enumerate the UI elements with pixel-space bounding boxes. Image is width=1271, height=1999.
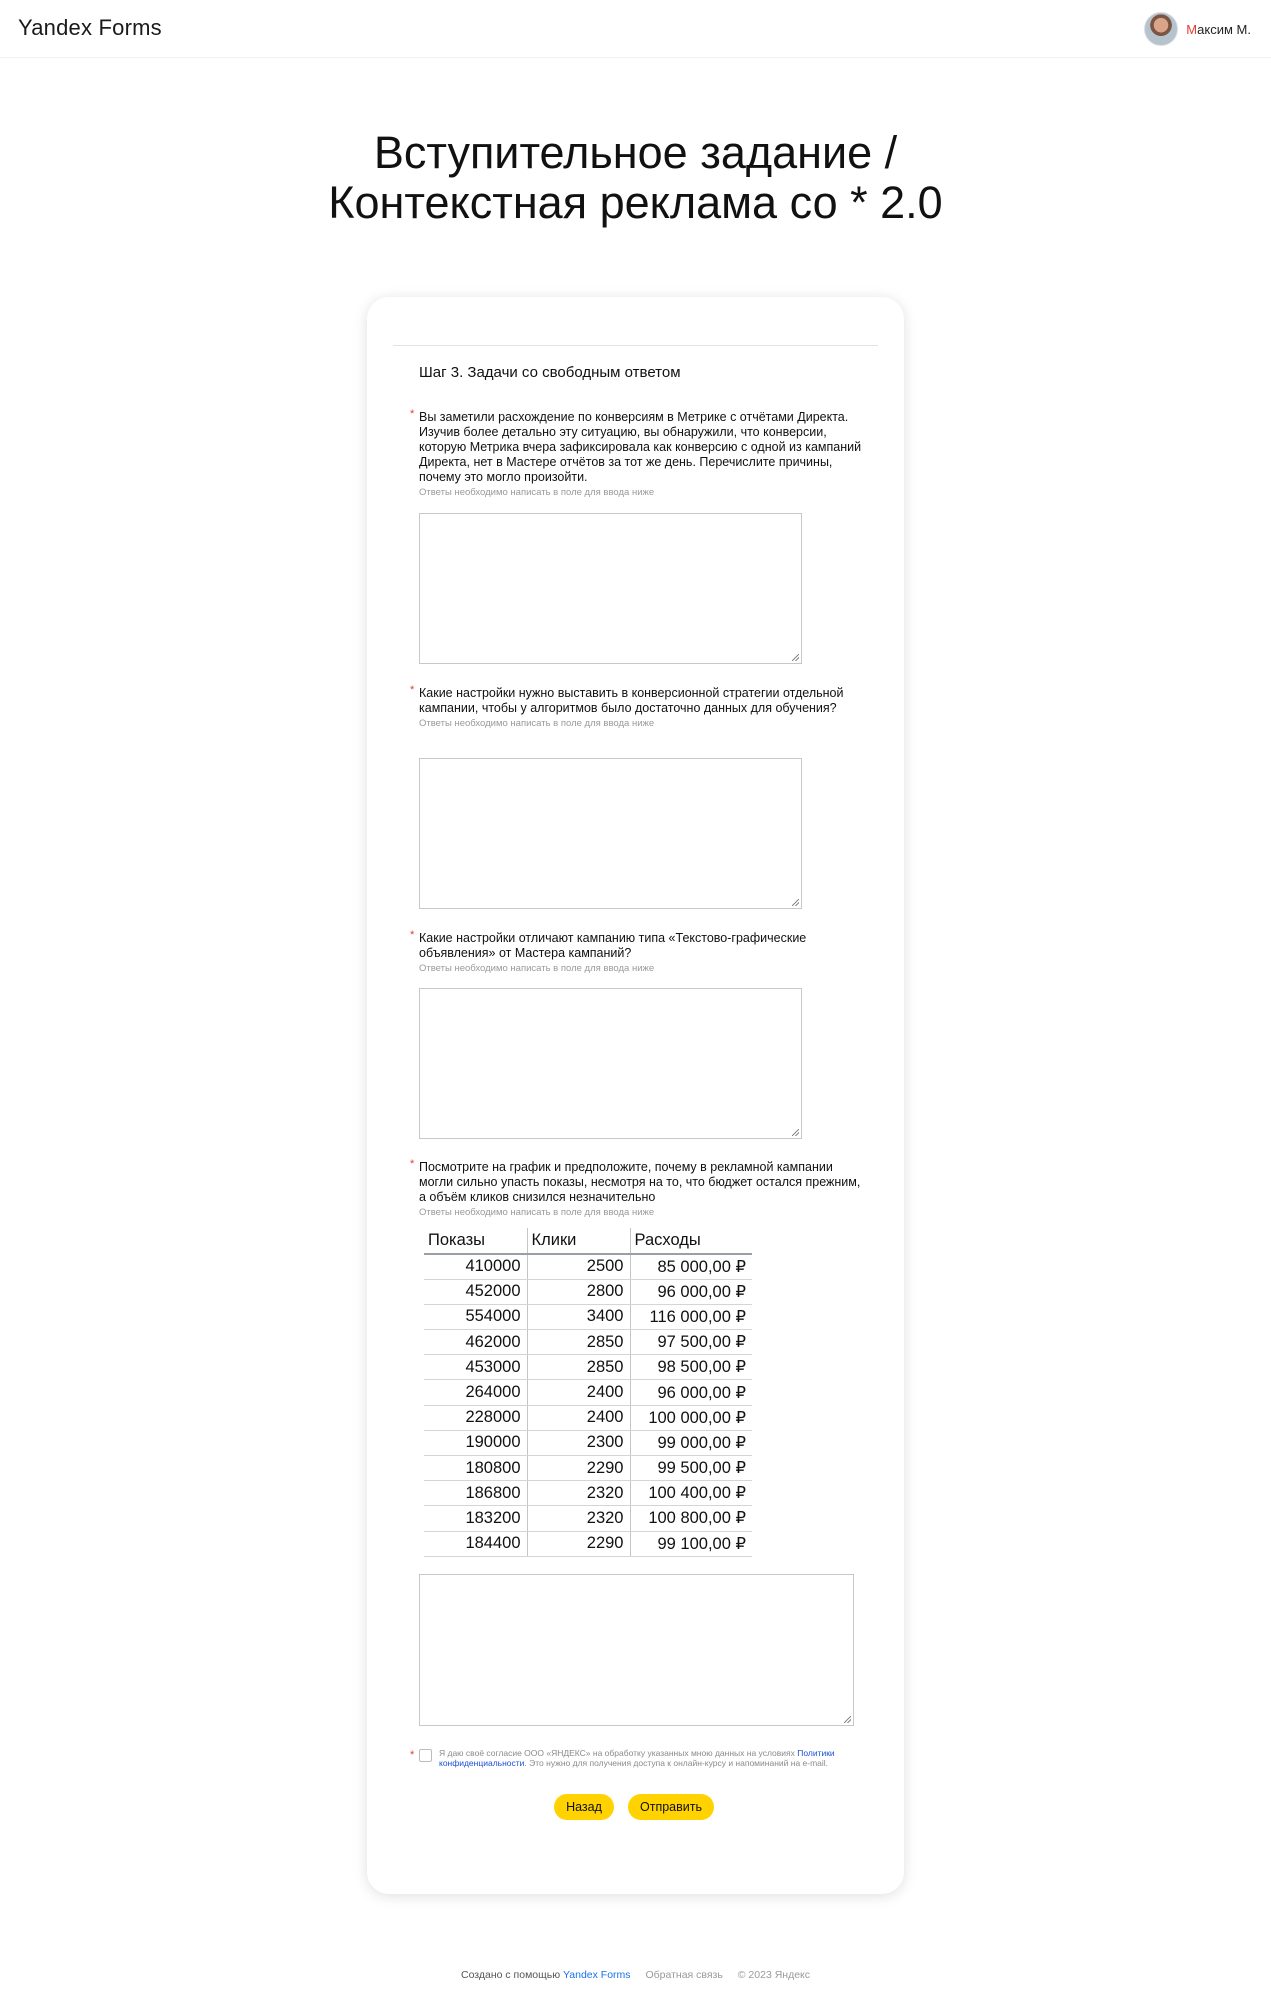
table-cell: 190000 [424, 1430, 527, 1455]
step-title: Шаг 3. Задачи со свободным ответом [419, 364, 681, 381]
copyright: © 2023 Яндекс [737, 1969, 811, 1981]
table-cell: 99 100,00 ₽ [630, 1531, 752, 1556]
answer-textarea-2[interactable] [419, 758, 802, 909]
table-cell: 2850 [527, 1330, 630, 1355]
consent-text: Я даю своё согласие ООО «ЯНДЕКС» на обработку указанных мною данных на условиях Политики конфиденциальности. Это нужно для получения доступа к онлайн-курсу и напоминаний на e-mail. [439, 1748, 835, 1768]
table-cell: 2800 [527, 1279, 630, 1304]
answer-textarea-4[interactable] [419, 1574, 854, 1726]
table-row [424, 1456, 752, 1481]
table-cell: 2400 [527, 1380, 630, 1405]
table-cell: 100 800,00 ₽ [630, 1506, 752, 1531]
table-cell: 2300 [527, 1430, 630, 1455]
data-table [424, 1228, 752, 1557]
table-cell: 116 000,00 ₽ [630, 1304, 752, 1329]
table-cell: 410000 [424, 1254, 527, 1279]
table-cell: 99 500,00 ₽ [630, 1456, 752, 1481]
required-mark: * [410, 1749, 415, 1761]
required-mark: * [410, 1158, 415, 1170]
footer-brand-link[interactable]: Yandex Forms [563, 1969, 631, 1981]
table-cell: 554000 [424, 1304, 527, 1329]
resize-handle-icon[interactable] [844, 1716, 851, 1723]
consent-checkbox[interactable] [419, 1749, 432, 1762]
page-title: Вступительное задание / Контекстная реклама со * 2.0 [328, 127, 943, 228]
table-cell: 264000 [424, 1380, 527, 1405]
table-cell: 96 000,00 ₽ [630, 1279, 752, 1304]
table-cell: 2320 [527, 1506, 630, 1531]
question-hint: Ответы необходимо написать в поле для ввода ниже [419, 963, 655, 974]
privacy-policy-link[interactable]: Политики конфиденциальности [439, 1748, 835, 1768]
table-cell: 184400 [424, 1531, 527, 1556]
required-mark: * [410, 408, 415, 420]
question-hint: Ответы необходимо написать в поле для ввода ниже [419, 718, 655, 729]
question-2 [410, 684, 864, 729]
question-hint: Ответы необходимо написать в поле для ввода ниже [419, 1207, 655, 1218]
table-row [424, 1405, 752, 1430]
user-menu[interactable] [1144, 12, 1251, 46]
table-row [424, 1481, 752, 1506]
table-row [424, 1279, 752, 1304]
table-cell: 100 400,00 ₽ [630, 1481, 752, 1506]
top-header [0, 0, 1271, 58]
app-logo[interactable]: Yandex Forms [18, 15, 162, 40]
table-cell: 186800 [424, 1481, 527, 1506]
table-row [424, 1531, 752, 1556]
question-text: Какие настройки нужно выставить в конверсионной стратегии отдельной кампании, чтобы у алгоритмов было достаточно данных для обучения? [419, 686, 844, 715]
resize-handle-icon[interactable] [792, 1129, 799, 1136]
table-cell: 99 000,00 ₽ [630, 1430, 752, 1455]
table-cell: 2850 [527, 1355, 630, 1380]
answer-textarea-3[interactable] [419, 988, 802, 1139]
table-row [424, 1430, 752, 1455]
question-text: Вы заметили расхождение по конверсиям в Метрике с отчётами Директа. Изучив более детально эту ситуацию, вы обнаружили, что конверсии, которую Метрика вчера зафиксировала как конверсию с одной из кампаний Директа, нет в Мастере отчётов за тот же день. Перечислите причины, почему это могло произойти. [419, 410, 862, 484]
table-row [424, 1506, 752, 1531]
table-cell: 2500 [527, 1254, 630, 1279]
table-cell: 2320 [527, 1481, 630, 1506]
table-header-row [424, 1228, 752, 1254]
table-cell: 98 500,00 ₽ [630, 1355, 752, 1380]
question-hint: Ответы необходимо написать в поле для ввода ниже [419, 487, 655, 498]
question-1 [410, 408, 864, 498]
table-cell: 2290 [527, 1531, 630, 1556]
answer-textarea-1[interactable] [419, 513, 802, 664]
table-row [424, 1380, 752, 1405]
footer-created-with: Создано с помощью [460, 1969, 564, 1981]
table-cell: 180800 [424, 1456, 527, 1481]
back-button[interactable]: Назад [554, 1794, 614, 1820]
question-4 [410, 1158, 864, 1218]
table-row [424, 1254, 752, 1279]
table-cell: 453000 [424, 1355, 527, 1380]
table-cell: 100 000,00 ₽ [630, 1405, 752, 1430]
table-row [424, 1304, 752, 1329]
table-cell: 2290 [527, 1456, 630, 1481]
form-card [367, 297, 904, 1894]
column-header: Расходы [630, 1228, 752, 1254]
question-text: Какие настройки отличают кампанию типа «Текстово-графические объявления» от Мастера кампаний? [419, 931, 807, 960]
table-cell: 452000 [424, 1279, 527, 1304]
table-cell: 228000 [424, 1405, 527, 1430]
question-text: Посмотрите на график и предположите, почему в рекламной кампании могли сильно упасть показы, несмотря на то, что бюджет остался прежним, а объём кликов снизился незначительно [419, 1160, 861, 1204]
column-header: Клики [527, 1228, 630, 1254]
column-header: Показы [424, 1228, 527, 1254]
footer [0, 1969, 1271, 1981]
table-cell: 85 000,00 ₽ [630, 1254, 752, 1279]
avatar[interactable] [1144, 12, 1178, 46]
table-cell: 96 000,00 ₽ [630, 1380, 752, 1405]
table-row [424, 1330, 752, 1355]
question-3 [410, 929, 864, 974]
divider [393, 345, 878, 346]
resize-handle-icon[interactable] [792, 654, 799, 661]
table-cell: 97 500,00 ₽ [630, 1330, 752, 1355]
table-cell: 2400 [527, 1405, 630, 1430]
table-cell: 462000 [424, 1330, 527, 1355]
data-table-image [424, 1228, 754, 1557]
table-row [424, 1355, 752, 1380]
user-name[interactable]: Максим М. [1186, 21, 1251, 37]
submit-button[interactable]: Отправить [628, 1794, 714, 1820]
feedback-link[interactable]: Обратная связь [645, 1969, 723, 1981]
table-cell: 3400 [527, 1304, 630, 1329]
required-mark: * [410, 929, 415, 941]
resize-handle-icon[interactable] [792, 899, 799, 906]
table-cell: 183200 [424, 1506, 527, 1531]
required-mark: * [410, 684, 415, 696]
